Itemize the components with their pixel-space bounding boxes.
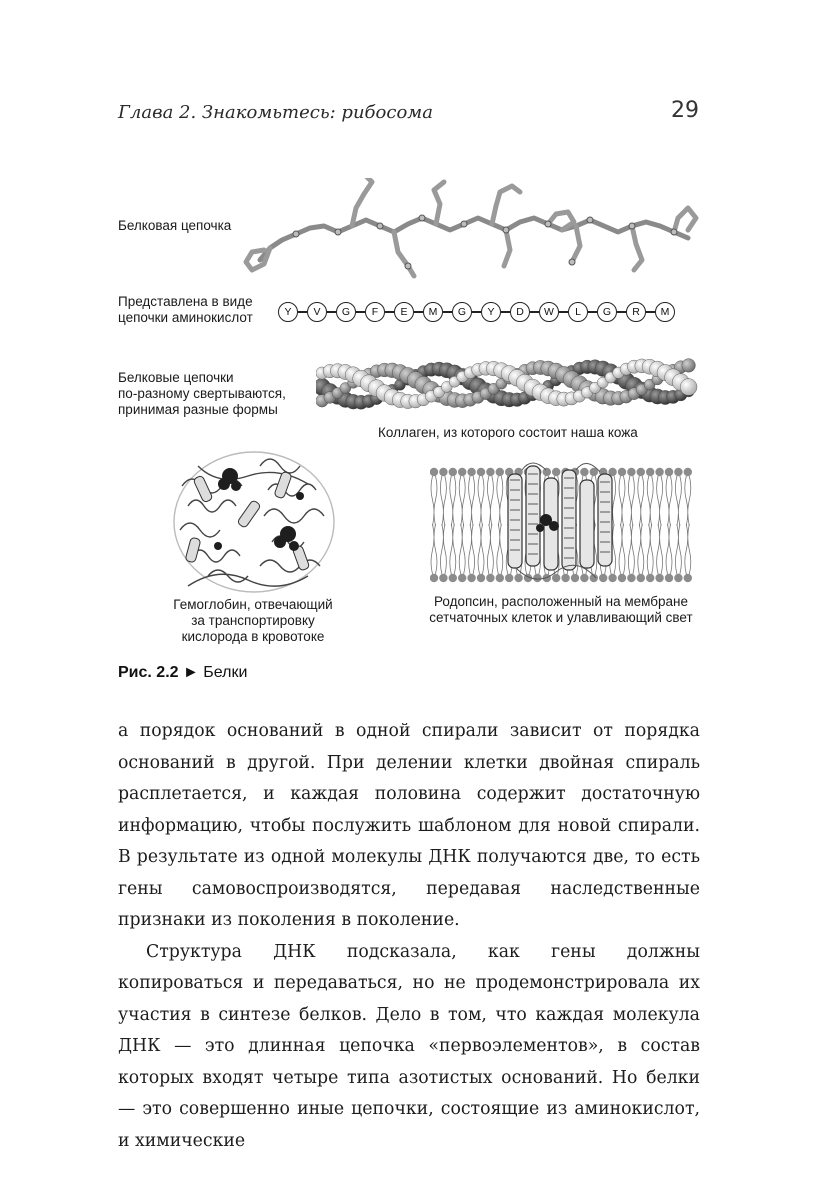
peptide-bond xyxy=(356,311,365,312)
peptide-bond xyxy=(327,311,336,312)
paragraph-1: а порядок оснований в одной спирали зависит от порядка оснований в другой. При делении клетки двойная спираль расплетается, и каждая половина содержит достаточную информацию, чтобы послужить шаблоном для новой спирали. В результате из одной молекулы ДНК получаются две, то есть гены самовоспроизводятся, передавая наследственные признаки из поколения в поколение. xyxy=(118,721,700,930)
lipid-tail xyxy=(628,476,634,526)
lipid-tail xyxy=(450,524,456,574)
amino-acid-chain xyxy=(278,300,675,324)
lipid-head xyxy=(684,574,692,582)
peptide-bond xyxy=(298,311,307,312)
lipid-head xyxy=(552,574,560,582)
peptide-bond xyxy=(646,311,655,312)
collagen-atom xyxy=(680,379,697,396)
lipid-head xyxy=(627,468,635,476)
lipid-head xyxy=(618,468,626,476)
label-hemoglobin-line-1: Гемоглобин, отвечающий xyxy=(173,597,333,612)
lipid-tail xyxy=(638,524,644,574)
lipid-tail xyxy=(478,476,484,526)
lipid-tail xyxy=(675,476,681,526)
lipid-head xyxy=(627,574,635,582)
amino-acid: V xyxy=(307,302,327,322)
lipid-tail xyxy=(666,524,672,574)
lipid-head xyxy=(467,574,475,582)
amino-acid: Y xyxy=(278,302,298,322)
lipid-head xyxy=(561,574,569,582)
lipid-head xyxy=(430,468,438,476)
peptide-bond xyxy=(530,311,539,312)
amino-acid: G xyxy=(597,302,617,322)
lipid-head xyxy=(533,574,541,582)
peptide-bond xyxy=(472,311,481,312)
label-hemoglobin xyxy=(140,597,366,645)
lipid-tail xyxy=(431,476,437,526)
amino-acid: E xyxy=(394,302,414,322)
lipid-head xyxy=(599,574,607,582)
caption-arrow-icon: ► xyxy=(183,664,199,681)
lipid-tail xyxy=(440,524,446,574)
label-rhodopsin xyxy=(404,594,718,626)
lipid-head xyxy=(618,574,626,582)
lipid-tail xyxy=(497,524,503,574)
lipid-tail xyxy=(487,524,493,574)
lipid-head xyxy=(608,574,616,582)
peptide-bond xyxy=(559,311,568,312)
lipid-head xyxy=(449,468,457,476)
lipid-tail xyxy=(440,476,446,526)
lipid-head xyxy=(477,468,485,476)
lipid-tail xyxy=(628,524,634,574)
lipid-tail xyxy=(478,524,484,574)
peptide-bond xyxy=(501,311,510,312)
amino-acid: Y xyxy=(481,302,501,322)
label-amino-acids-line-2: цепочки аминокислот xyxy=(118,310,253,325)
lipid-tail xyxy=(619,476,625,526)
peptide-bond xyxy=(588,311,597,312)
amino-acid: M xyxy=(655,302,675,322)
amino-acid: F xyxy=(365,302,385,322)
rhodopsin-membrane-illustration xyxy=(430,460,692,592)
label-collagen: Коллаген, из которого состоит наша кожа xyxy=(378,425,638,440)
lipid-tail xyxy=(647,524,653,574)
label-rhodopsin-line-1: Родопсин, расположенный на мембране xyxy=(433,594,689,609)
figure-caption xyxy=(118,664,247,682)
lipid-head xyxy=(637,574,645,582)
lipid-head xyxy=(665,468,673,476)
figure-title: Белки xyxy=(203,664,248,681)
protein-chain-illustration xyxy=(238,178,700,282)
lipid-head xyxy=(684,468,692,476)
amino-acid: L xyxy=(568,302,588,322)
label-amino-acids-line-1: Представлена в виде xyxy=(118,294,253,309)
lipid-head xyxy=(486,574,494,582)
peptide-bond xyxy=(617,311,626,312)
lipid-head xyxy=(646,574,654,582)
lipid-head xyxy=(449,574,457,582)
label-folding-line-2: по-разному свертываются, xyxy=(118,386,286,401)
lipid-head xyxy=(486,468,494,476)
lipid-tail xyxy=(469,524,475,574)
lipid-head xyxy=(458,468,466,476)
lipid-tail xyxy=(638,476,644,526)
page-number: 29 xyxy=(671,98,699,123)
lipid-tail xyxy=(657,524,663,574)
lipid-tail xyxy=(685,476,691,526)
peptide-bond xyxy=(443,311,452,312)
lipid-tail xyxy=(675,524,681,574)
label-folding-line-3: принимая разные формы xyxy=(118,402,278,417)
label-hemoglobin-line-2: за транспортировку xyxy=(191,613,315,628)
lipid-head xyxy=(674,468,682,476)
amino-acid: M xyxy=(423,302,443,322)
lipid-tail xyxy=(619,524,625,574)
lipid-head xyxy=(580,468,588,476)
amino-acid: D xyxy=(510,302,530,322)
lipid-head xyxy=(674,574,682,582)
amino-acid: R xyxy=(626,302,646,322)
peptide-bond xyxy=(385,311,394,312)
lipid-head xyxy=(439,574,447,582)
lipid-head xyxy=(514,574,522,582)
body-text xyxy=(118,716,700,1157)
lipid-head xyxy=(430,574,438,582)
lipid-head xyxy=(637,468,645,476)
lipid-tail xyxy=(666,476,672,526)
collagen-illustration xyxy=(316,356,700,418)
lipid-head xyxy=(496,468,504,476)
lipid-head xyxy=(665,574,673,582)
peptide-bond xyxy=(414,311,423,312)
label-folding-line-1: Белковые цепочки xyxy=(118,370,234,385)
lipid-head xyxy=(505,574,513,582)
lipid-tail xyxy=(431,524,437,574)
lipid-head xyxy=(439,468,447,476)
lipid-tail xyxy=(450,476,456,526)
lipid-head xyxy=(467,468,475,476)
lipid-head xyxy=(458,574,466,582)
lipid-tail xyxy=(487,476,493,526)
label-rhodopsin-line-2: сетчаточных клеток и улавливающий свет xyxy=(429,610,693,625)
lipid-head xyxy=(477,574,485,582)
paragraph-2: Структура ДНК подсказала, как гены должны копироваться и передаваться, но не продемонстрировала их участия в синтезе белков. Дело в том, что каждая молекула ДНК — это длинная цепочка «первоэлементов», в состав которых входят четыре типа азотистых оснований. Но белки — это совершенно иные цепочки, состоящие из аминокислот, и химические xyxy=(118,941,700,1151)
amino-acid: G xyxy=(452,302,472,322)
hemoglobin-illustration xyxy=(168,446,340,596)
lipid-tail xyxy=(685,524,691,574)
figure-number: Рис. 2.2 xyxy=(118,664,179,681)
lipid-tail xyxy=(497,476,503,526)
label-folding xyxy=(118,370,286,418)
lipid-head xyxy=(646,468,654,476)
lipid-tail xyxy=(459,524,465,574)
label-amino-acids xyxy=(118,294,253,326)
lipid-head xyxy=(580,574,588,582)
collagen-atom xyxy=(682,359,696,373)
lipid-head xyxy=(552,468,560,476)
label-hemoglobin-line-3: кислорода в кровотоке xyxy=(181,629,325,644)
lipid-tail xyxy=(657,476,663,526)
label-protein-chain: Белковая цепочка xyxy=(118,218,232,233)
lipid-head xyxy=(571,574,579,582)
lipid-tail xyxy=(469,476,475,526)
lipid-head xyxy=(655,574,663,582)
lipid-head xyxy=(655,468,663,476)
lipid-head xyxy=(543,468,551,476)
chapter-title: Глава 2. Знакомьтесь: рибосома xyxy=(118,102,433,123)
lipid-tail xyxy=(459,476,465,526)
lipid-head xyxy=(496,574,504,582)
lipid-tail xyxy=(647,476,653,526)
amino-acid: G xyxy=(336,302,356,322)
amino-acid: W xyxy=(539,302,559,322)
